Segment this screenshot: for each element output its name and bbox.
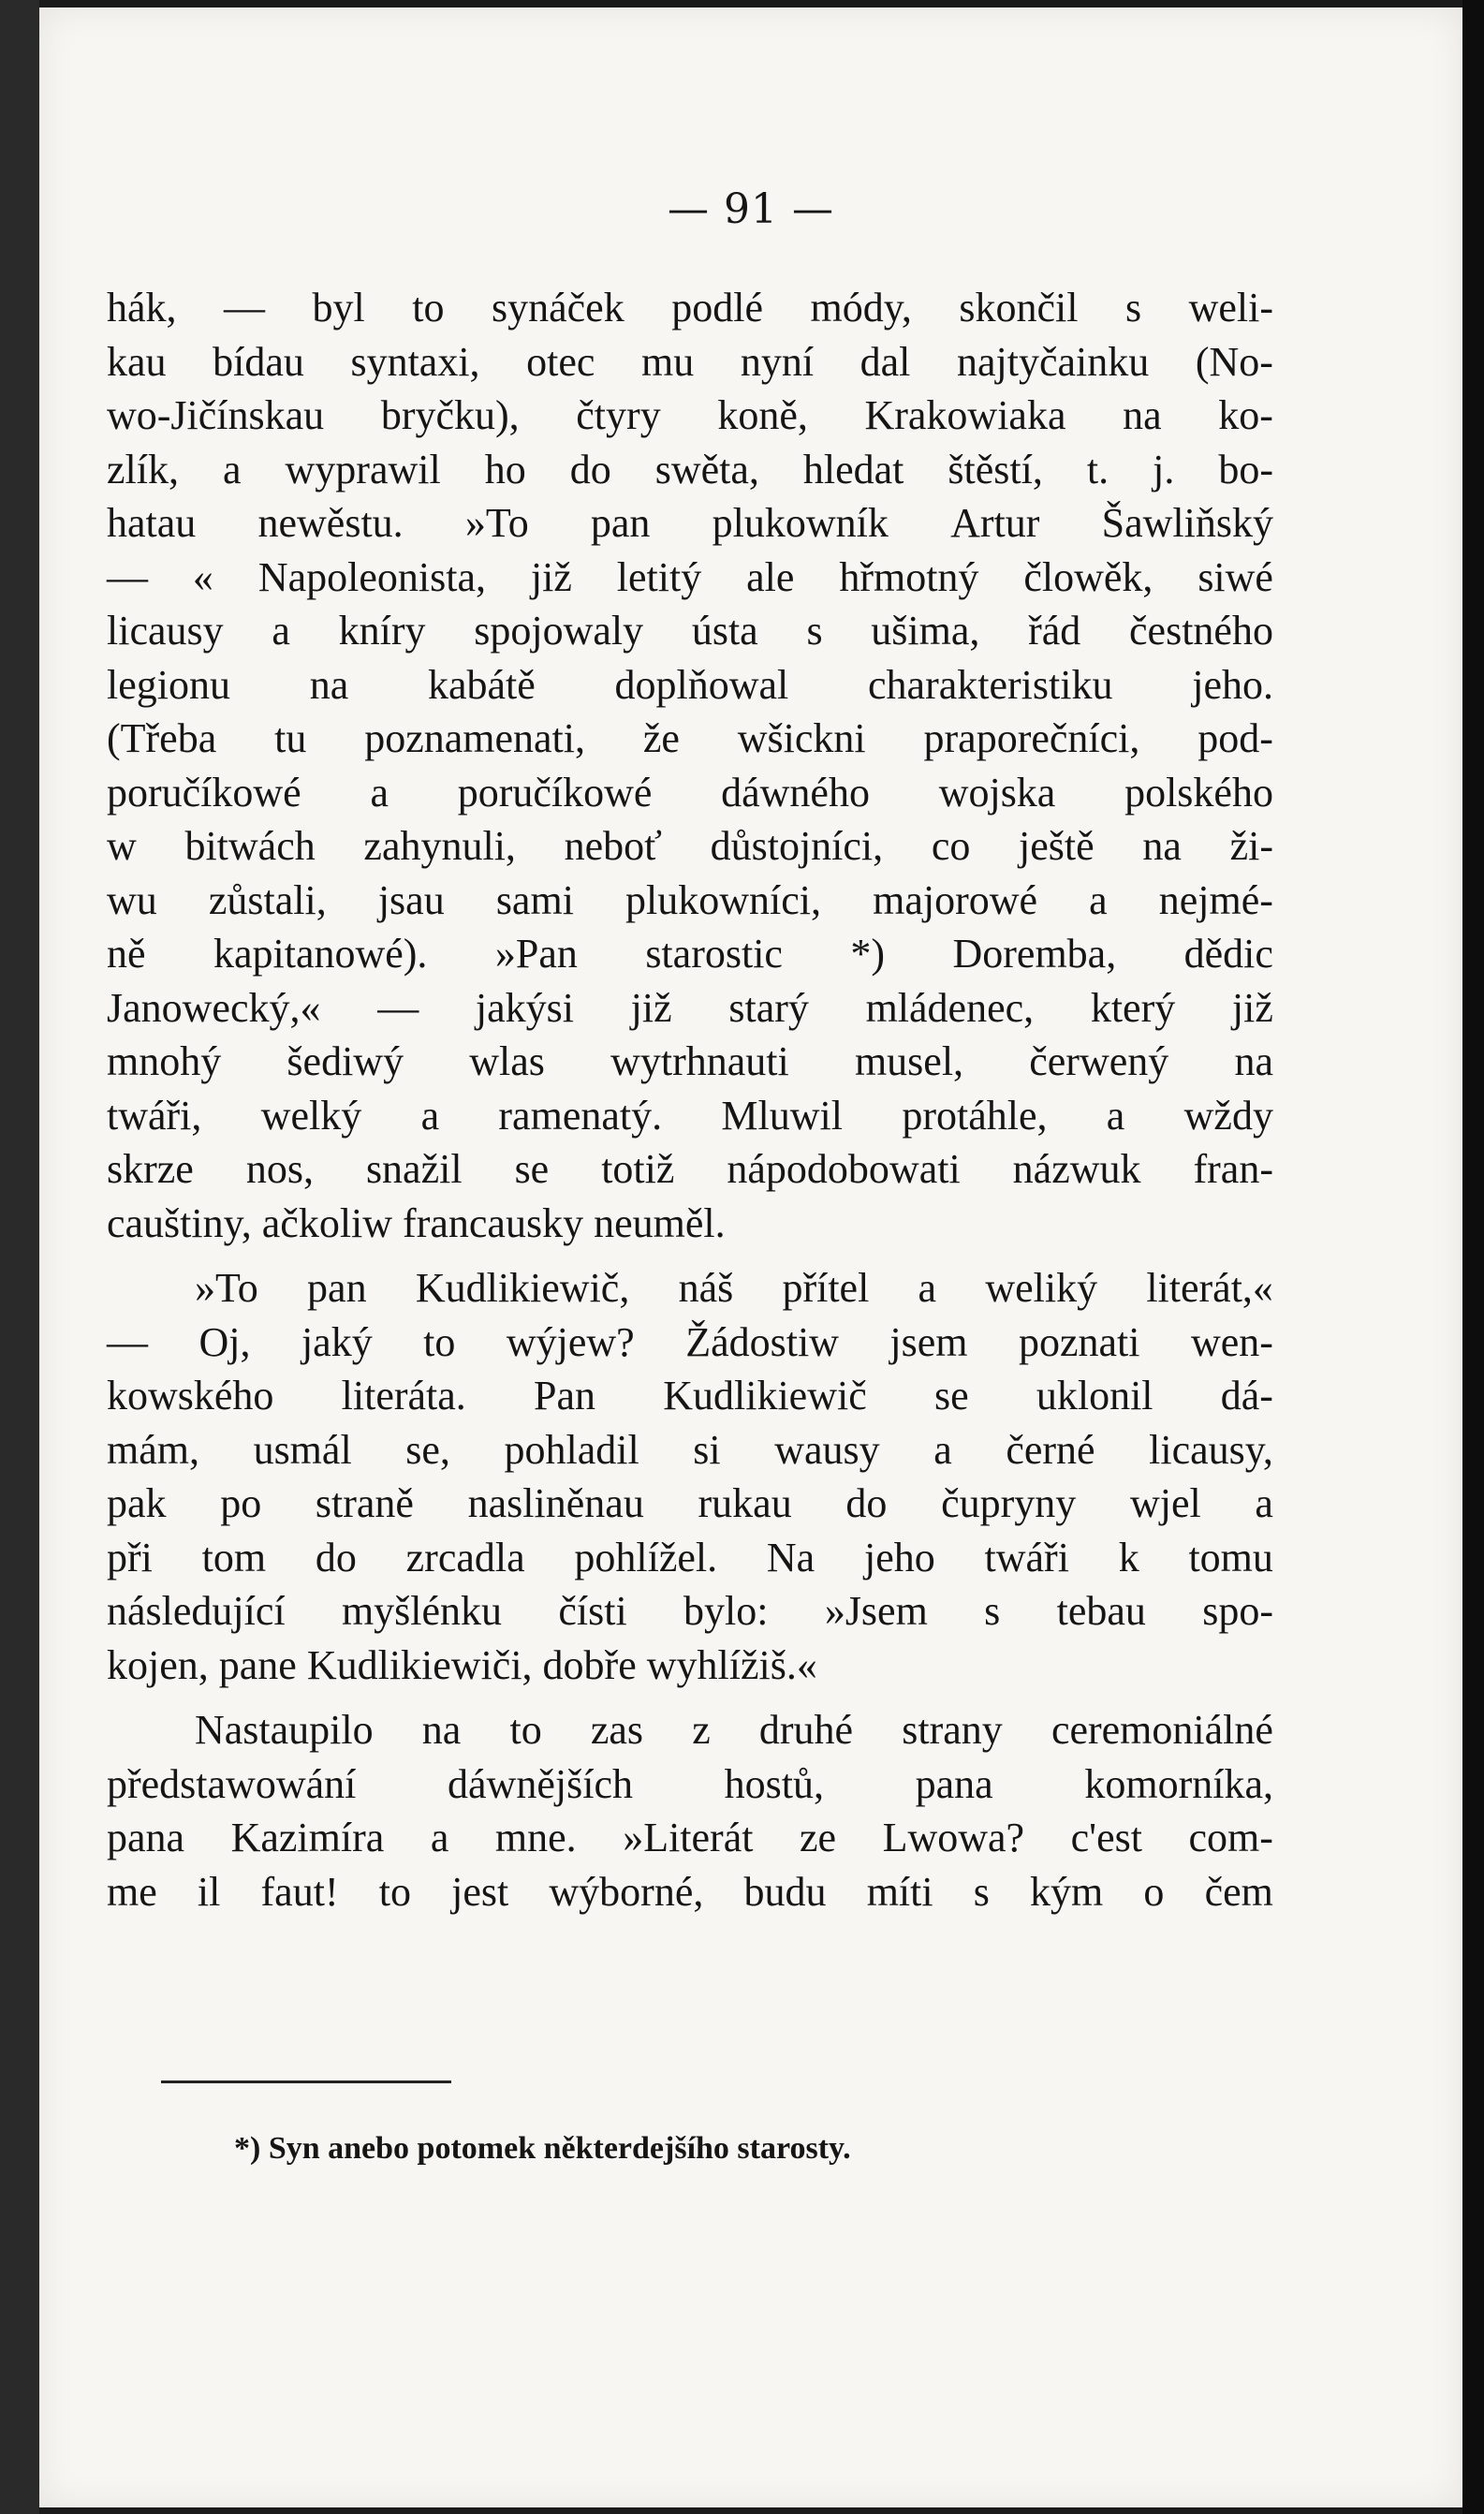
text-line: ně kapitanowé). »Pan starostic *) Doremba, dědic	[107, 931, 1273, 977]
text-line: při tom do zrcadla pohlížel. Na jeho twáři k tomu	[107, 1534, 1273, 1580]
text-line: Janowecký,« — jakýsi již starý mládenec, který již	[107, 984, 1273, 1031]
text-line: skrze nos, snažil se totiž nápodobowati názwuk fran-	[107, 1146, 1273, 1192]
text-line: následující myšlénku čísti bylo: »Jsem s tebau spo-	[107, 1588, 1273, 1634]
scan-left-edge	[0, 0, 39, 2514]
text-line: cauštiny, ačkoliw francausky neuměl.	[107, 1199, 726, 1246]
text-line: — Oj, jaký to wýjew? Žádostiw jsem poznati wen-	[107, 1318, 1273, 1365]
text-line: mám, usmál se, pohladil si wausy a černé licausy,	[107, 1426, 1273, 1473]
text-line: kowského literáta. Pan Kudlikiewič se uklonil dá-	[107, 1373, 1273, 1419]
text-line: me il faut! to jest wýborné, budu míti s kým o čem	[107, 1868, 1273, 1915]
text-line: předstawowání dáwnějších hostů, pana komorníka,	[107, 1760, 1273, 1807]
text-line: licausy a kníry spojowaly ústa s ušima, řád čestného	[107, 608, 1273, 654]
book-page	[39, 7, 1462, 2507]
text-line: mnohý šediwý wlas wytrhnauti musel, čerwený na	[107, 1038, 1273, 1084]
text-line: wo-Jičínskau bryčku), čtyry koně, Krakowiaka na ko-	[107, 392, 1273, 438]
body-text	[107, 281, 1273, 1919]
text-line: legionu na kabátě doplňowal charakteristiku jeho.	[107, 661, 1273, 708]
text-line: twáři, welký a ramenatý. Mluwil protáhle, a wždy	[107, 1092, 1273, 1139]
text-line: (Třeba tu poznamenati, že wšickni praporečníci, pod-	[107, 715, 1273, 761]
footnote-divider	[161, 2080, 451, 2083]
paragraph-gap	[107, 1692, 1273, 1703]
footnote: *) Syn anebo potomek některdejšího starosty.	[234, 2131, 851, 2166]
scan-right-edge	[1462, 0, 1484, 2514]
text-line: poručíkowé a poručíkowé dáwného wojska polského	[107, 769, 1273, 816]
text-line: zlík, a wyprawil ho do swěta, hledat štěstí, t. j. bo-	[107, 446, 1273, 493]
text-line: w bitwách zahynuli, neboť důstojníci, co ještě na ži-	[107, 823, 1273, 869]
page-number: — 91 —	[668, 185, 834, 233]
text-line: wu zůstali, jsau sami plukowníci, majorowé a nejmé-	[107, 876, 1273, 923]
paragraph-gap	[107, 1250, 1273, 1261]
text-line: hák, — byl to synáček podlé módy, skončil s weli-	[107, 285, 1273, 331]
text-line: kojen, pane Kudlikiewiči, dobře wyhlížiš.«	[107, 1641, 817, 1688]
text-line: Nastaupilo na to zas z druhé strany ceremoniálné	[195, 1707, 1273, 1753]
text-line: pana Kazimíra a mne. »Literát ze Lwowa? c'est com-	[107, 1815, 1273, 1860]
text-line: »To pan Kudlikiewič, náš přítel a weliký literát,«	[195, 1265, 1273, 1311]
text-line: pak po straně nasliněnau rukau do čupryny wjel a	[107, 1480, 1273, 1526]
text-line: hatau newěstu. »To pan plukowník Artur Šawliňský	[107, 500, 1273, 546]
text-line: kau bídau syntaxi, otec mu nyní dal najtyčainku (No-	[107, 338, 1273, 385]
text-line: — « Napoleonista, již letitý ale hřmotný člowěk, siwé	[107, 553, 1273, 600]
